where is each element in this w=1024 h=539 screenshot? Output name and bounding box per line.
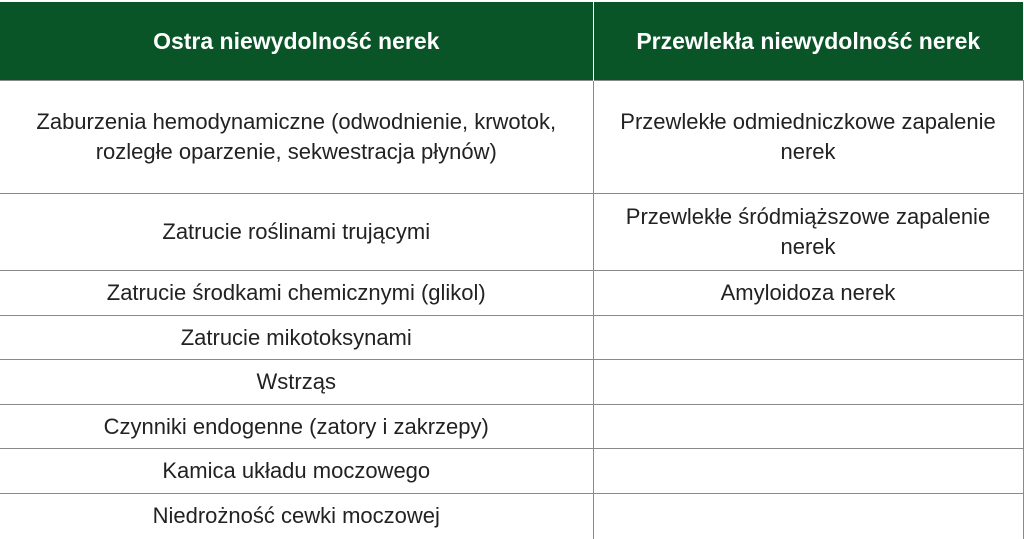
cell-acute: Zatrucie mikotoksynami	[0, 316, 593, 360]
table-row	[0, 316, 1023, 360]
cell-chronic	[593, 405, 1023, 449]
cell-chronic	[593, 316, 1023, 360]
table-row	[0, 360, 1023, 405]
cell-acute: Wstrząs	[0, 360, 593, 405]
table-header	[0, 2, 1023, 81]
cell-acute: Zaburzenia hemodynamiczne (odwodnienie, krwotok, rozległe oparzenie, sekwestracja płynów)	[0, 81, 593, 194]
cell-acute: Kamica układu moczowego	[0, 449, 593, 494]
cell-acute: Czynniki endogenne (zatory i zakrzepy)	[0, 405, 593, 449]
header-acute-kidney-failure: Ostra niewydolność nerek	[0, 2, 593, 81]
cell-chronic: Amyloidoza nerek	[593, 271, 1023, 316]
kidney-failure-causes-table	[0, 2, 1024, 539]
header-chronic-kidney-failure: Przewlekła niewydolność nerek	[593, 2, 1023, 81]
cell-acute: Zatrucie środkami chemicznymi (glikol)	[0, 271, 593, 316]
header-row	[0, 2, 1023, 81]
table-row	[0, 405, 1023, 449]
cell-chronic: Przewlekłe śródmiąższowe zapalenie nerek	[593, 194, 1023, 271]
cell-acute: Zatrucie roślinami trującymi	[0, 194, 593, 271]
cell-acute: Niedrożność cewki moczowej	[0, 494, 593, 539]
table-row	[0, 449, 1023, 494]
table-row	[0, 271, 1023, 316]
table-row	[0, 194, 1023, 271]
cell-chronic: Przewlekłe odmiedniczkowe zapalenie nerek	[593, 81, 1023, 194]
cell-chronic	[593, 360, 1023, 405]
table-row	[0, 494, 1023, 539]
table-body	[0, 81, 1023, 539]
cell-chronic	[593, 494, 1023, 539]
table-row	[0, 81, 1023, 194]
cell-chronic	[593, 449, 1023, 494]
